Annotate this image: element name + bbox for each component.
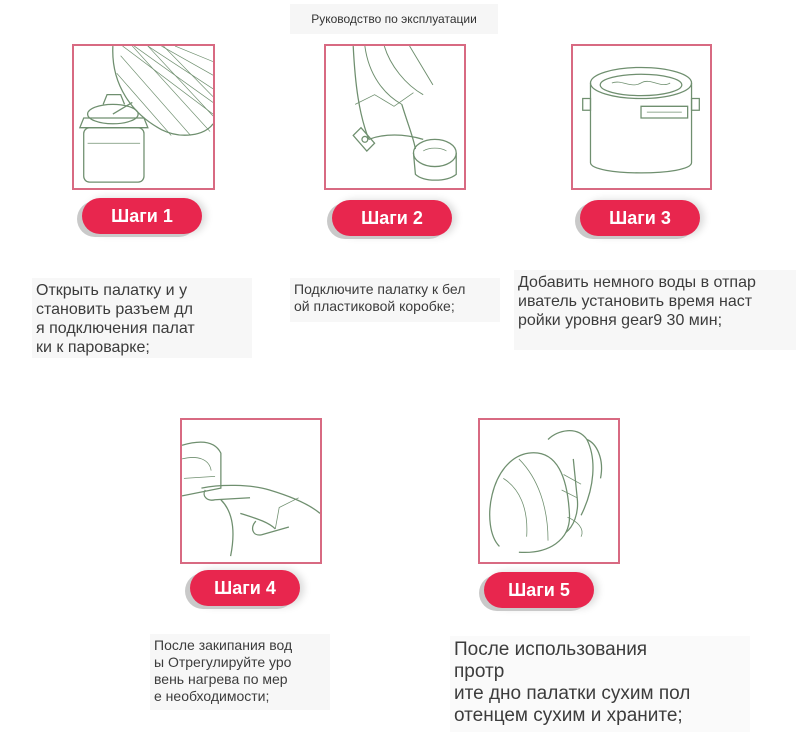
- step-4-caption: [150, 634, 330, 710]
- caption-line: вень нагрева по мер: [154, 671, 288, 687]
- steamer-water-icon: [573, 46, 710, 188]
- step-2-badge: [332, 200, 452, 236]
- page-title: Руководство по эксплуатации: [311, 12, 477, 26]
- page-header: [290, 4, 498, 34]
- caption-line: протр: [454, 661, 505, 682]
- caption-line: ы Отрегулируйте уро: [154, 654, 292, 670]
- step-1-label: Шаги 1: [111, 205, 173, 226]
- tent-dry-towel-icon: [480, 420, 618, 562]
- step-5-label: Шаги 5: [508, 579, 570, 600]
- hand-adjust-dial-icon: [182, 420, 320, 562]
- caption-line: ите дно палатки сухим пол: [454, 683, 691, 704]
- step-5-caption: [450, 636, 750, 732]
- caption-line: отенцем сухим и храните;: [454, 705, 683, 726]
- step-5-badge: [484, 572, 594, 608]
- tent-hose-box-icon: [326, 46, 464, 188]
- step-2-label: Шаги 2: [361, 207, 423, 228]
- step-5-illustration: [478, 418, 620, 564]
- step-4-label: Шаги 4: [214, 577, 276, 598]
- caption-line: После закипания вод: [154, 637, 293, 653]
- step-2-caption: [290, 278, 500, 322]
- caption-line: Подключите палатку к бел: [294, 281, 466, 297]
- caption-line: Добавить немного воды в отпар: [518, 274, 756, 291]
- caption-line: ки к пароварке;: [36, 339, 150, 356]
- step-1-illustration: [72, 44, 215, 190]
- caption-line: ой пластиковой коробке;: [294, 298, 455, 314]
- step-1-badge: [82, 198, 202, 234]
- step-3-badge: [580, 200, 700, 236]
- caption-line: становить разъем дл: [36, 301, 193, 318]
- step-3-caption: [514, 270, 796, 350]
- step-3-label: Шаги 3: [609, 207, 671, 228]
- step-4-badge: [190, 570, 300, 606]
- caption-line: иватель установить время наст: [518, 293, 753, 310]
- step-2-illustration: [324, 44, 466, 190]
- caption-line: я подключения палат: [36, 320, 195, 337]
- step-1-caption: [32, 278, 252, 358]
- step-3-illustration: [571, 44, 712, 190]
- tent-steamer-connection-icon: [74, 46, 213, 188]
- caption-line: е необходимости;: [154, 688, 270, 704]
- caption-line: ройки уровня gear9 30 мин;: [518, 312, 723, 329]
- step-4-illustration: [180, 418, 322, 564]
- caption-line: После использования: [454, 639, 648, 660]
- caption-line: Открыть палатку и у: [36, 282, 188, 299]
